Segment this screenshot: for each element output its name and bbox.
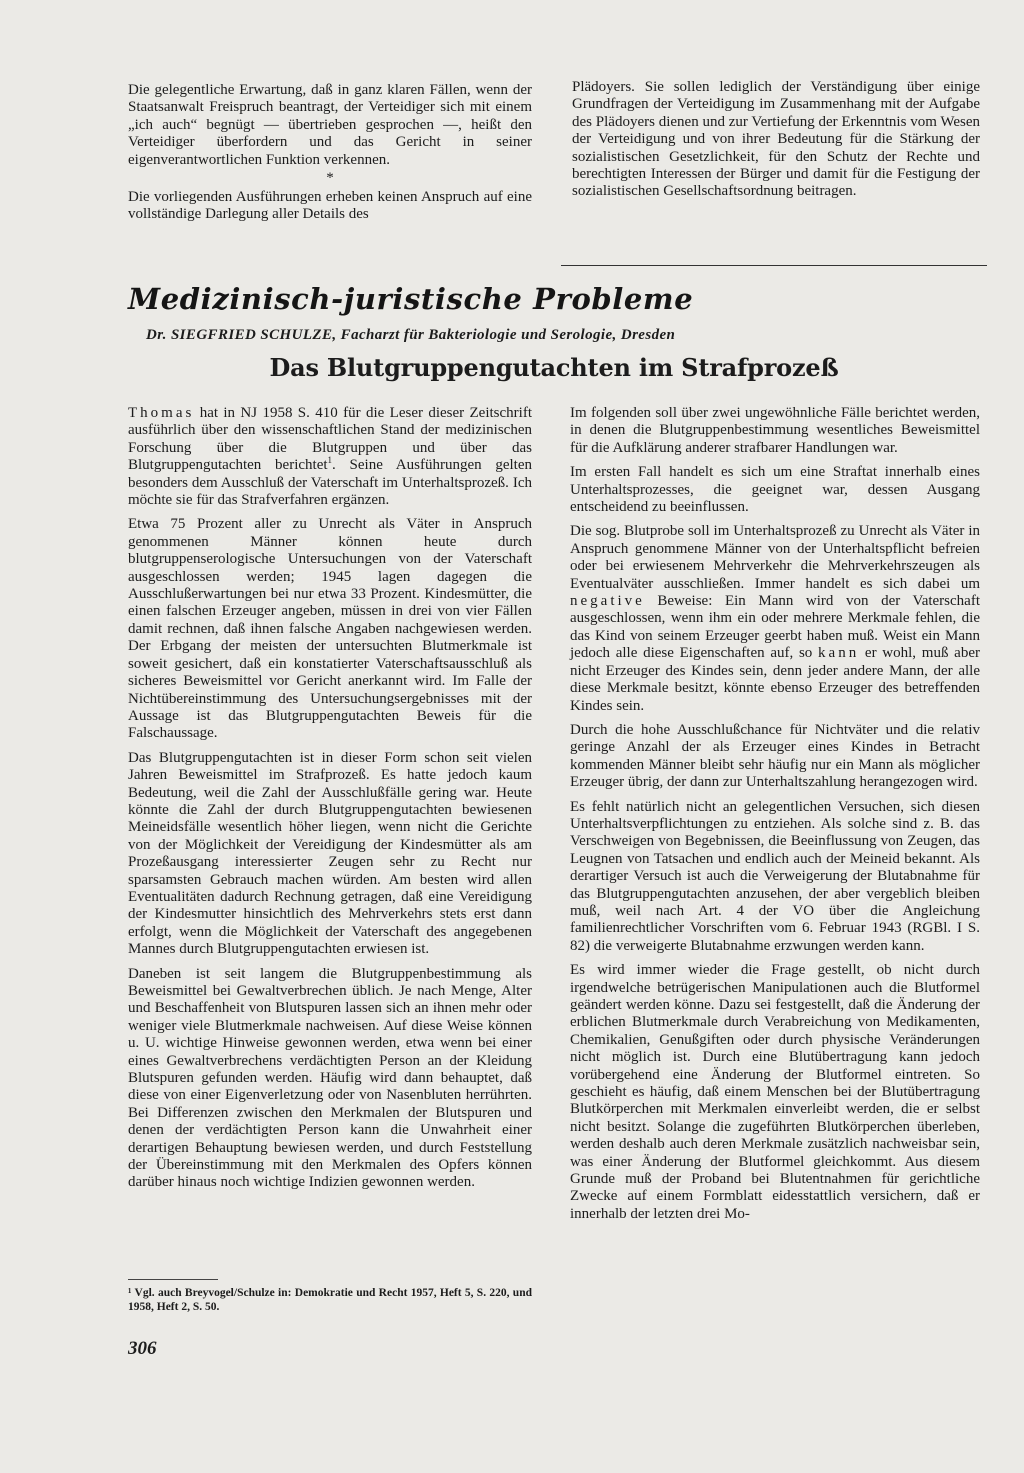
page-number: 306 [128,1338,157,1359]
paragraph: Im folgenden soll über zwei ungewöhnliche Fälle berichtet werden, in denen die Blutgruppenbestimmung wesentliches Beweismittel für die Aufklärung anderer strafbarer Handlungen war. [570,405,980,456]
author-name: Thomas [128,405,195,421]
top-left-column [128,82,532,231]
section-divider [561,265,987,266]
top-right-column [572,79,980,208]
paragraph: Durch die hohe Ausschlußchance für Nichtväter und die relativ geringe Anzahl der als Erzeuger eines Kindes in Betracht kommenden Männer bleibt sehr häufig nur ein Mann als möglicher Erzeuger übrig, der dann zur Unterhaltszahlung herangezogen wird. [570,721,980,791]
article-right-column [570,405,980,1230]
paragraph: Im ersten Fall handelt es sich um eine Straftat innerhalb eines Unterhaltsprozesses, die geeignet war, dessen Ausgang entscheidend zu beeinflussen. [570,464,980,516]
paragraph: Die vorliegenden Ausführungen erheben keinen Anspruch auf eine vollständige Darlegung aller Details des [128,189,532,223]
paragraph: Es wird immer wieder die Frage gestellt, ob nicht durch irgendwelche betrügerischen Manipulationen auch die Blutformel geändert werden könne. Dazu sei festgestellt, daß die Änderung der erblichen Blutmerkmale durch Verabreichung von Medikamenten, Chemikalien, Genußgiften oder durch physische Veränderungen nicht möglich ist. Durch eine Blutübertragung kann jedoch vorübergehend eine Änderung der Blutformel eintreten. So geschieht es häufig, daß einem Menschen bei der Blutübertragung Blutkörperchen mit Merkmalen einverleibt werden, die er selbst nicht besitzt. Solange die zugeführten Blutkörperchen überleben, werden deshalb auch deren Merkmale zusätzlich nachweisbar sein, was einer Änderung der Blutformel gleichkommt. Aus diesem Grunde muß der Proband bei Blutentnahmen für gerichtliche Zwecke auf einem Formblatt eidesstattlich versichern, daß er innerhalb der letzten drei Mo- [570,962,980,1222]
section-separator: * [326,170,334,187]
paragraph: Das Blutgruppengutachten ist in dieser Form schon seit vielen Jahren Beweismittel im Strafprozeß. Es hatte jedoch kaum Bedeutung, weil die Zahl der Ausschlußfälle gering war. Heute könnte die Zahl der durch Blutgruppengutachten bewiesenen Meineidsfälle wesentlich höher liegen, wenn nicht die Gerichte von der Möglichkeit der Vereidigung der Kindesmütter als am Prozeßausgang interessierter Zeugen sehr zu Recht nur sparsamsten Gebrauch machen würden. Am besten wird allen Eventualitäten dadurch Rechnung getragen, daß eine Vereidigung der Kindesmutter hinsichtlich des Mehrverkehrs stets erst dann erfolgt, wenn die Möglichkeit der Vaterschaft des angegebenen Mannes durch Blutgruppengutachten erwiesen ist. [128,749,532,958]
paragraph: Plädoyers. Sie sollen lediglich der Verständigung über einige Grundfragen der Verteidigung im Zusammenhang mit der Aufgabe des Plädoyers dienen und zur Vertiefung der Erkenntnis vom Wesen der Verteidigung und von ihrer Bedeutung für die Stärkung der sozialistischen Gesetzlichkeit, für den Schutz der Rechte und berechtigten Interessen der Bürger und damit für die Festigung der sozialistischen Gesellschaftsordnung beitragen. [572,79,980,200]
footnote: ¹ Vgl. auch Breyvogel/Schulze in: Demokratie und Recht 1957, Heft 5, S. 220, und 1958, Heft 2, S. 50. [128,1287,532,1314]
author-byline: Dr. SIEGFRIED SCHULZE, Facharzt für Bakteriologie und Serologie, Dresden [146,327,676,343]
paragraph: Thomas hat in NJ 1958 S. 410 für die Leser dieser Zeitschrift ausführlich über den wissenschaftlichen Stand der medizinischen Forschung über die Blutgruppen und über das Blutgruppengutachten berichtet$^1$. Seine Ausführungen gelten besonders dem Ausschluß der Vaterschaft im Unterhaltsprozeß. Ich möchte sie für das Strafverfahren ergänzen. [128,405,532,509]
paragraph: Daneben ist seit langem die Blutgruppenbestimmung als Beweismittel bei Gewaltverbrechen üblich. Je nach Menge, Alter und Beschaffenheit von Blutspuren lassen sich an ihnen mehr oder weniger viele Blutmerkmale nachweisen. Auf diese Weise können u. U. wichtige Hinweise gewonnen werden, etwa wenn bei einer eines Gewaltverbrechens verdächtigten Person an der Kleidung Blutspuren gefunden werden. Häufig wird dann behauptet, daß diese von einer Eigenverletzung oder von Nasenbluten herrührten. Bei Differenzen zwischen den Merkmalen der Blutspuren und denen der verdächtigten Person kann die Unwahrheit einer derartigen Behauptung bewiesen werden, und durch Feststellung der Übereinstimmung mit den Merkmalen des Opfers können darüber hinaus noch wichtige Indizien gewonnen werden. [128,965,532,1191]
article-title: Das Blutgruppengutachten im Strafprozeß [269,353,839,382]
footnote-reference: 1 [327,455,333,466]
emphasis: negative [570,593,645,610]
paragraph: Etwa 75 Prozent aller zu Unrecht als Väter in Anspruch genommenen Männer können heute durch blutgruppenserologische Untersuchungen von der Vaterschaft ausgeschlossen werden; 1945 lagen dagegen die Ausschlußerwartungen bei nur etwa 33 Prozent. Kindesmütter, die einen falschen Erzeuger angeben, müssen in drei von vier Fällen damit rechnen, daß ihnen falsche Angaben nachgewiesen werden. Der Erbgang der meisten der untersuchten Blutmerkmale ist soweit gesichert, daß ein konstatierter Vaterschaftsausschluß als sicheres Beweismittel vor Gericht anerkannt wird. Im Falle der Nichtübereinstimmung des Untersuchungsergebnisses mit der Aussage ist das Blutgruppengutachten Beweis für die Falschaussage. [128,516,532,742]
paragraph: Es fehlt natürlich nicht an gelegentlichen Versuchen, sich diesen Unterhaltsverpflichtungen zu entziehen. Als solche sind z. B. das Verschweigen von Begebnissen, die Beeinflussung von Zeugen, das Leugnen von Tatsachen und endlich auch der Meineid bekannt. Als derartiger Versuch ist auch die Verweigerung der Blutabnahme für das Blutgruppengutachten anzusehen, der aber vergeblich bleiben muß, weil nach Art. 4 der VO über die Angleichung familienrechtlicher Vorschriften vom 6. Februar 1943 (RGBl. I S. 82) die verweigerte Blutabnahme erzwungen werden kann. [570,798,980,954]
footnote-divider [128,1279,218,1280]
paragraph: Die sog. Blutprobe soll im Unterhaltsprozeß zu Unrecht als Väter in Anspruch genommene Männer von der Unterhaltspflicht befreien oder bei erwiesenem Mehrverkehr die Mehrverkehrszeugen als Eventualväter ausschließen. Immer handelt es sich dabei um negative Beweise: Ein Mann wird von der Vaterschaft ausgeschlossen, wenn ihm ein oder mehrere Merkmale fehlen, die das Kind von seinem Erzeuger geerbt haben muß. Weist ein Mann jedoch alle diese Eigenschaften auf, so kann er wohl, muß aber nicht Erzeuger des Kindes sein, denn jeder andere Mann, der alle diese Merkmale besitzt, könnte ebenso Erzeuger des betreffenden Kindes sein. [570,523,980,714]
section-title: Medizinisch-juristische Probleme [128,282,694,316]
emphasis: kann [818,645,860,662]
paragraph: Die gelegentliche Erwartung, daß in ganz klaren Fällen, wenn der Staatsanwalt Freispruch beantragt, der Verteidiger sich mit einem „ich auch“ begnügt — übertrieben gesprochen —, heißt den Verteidiger überfordern und das Gericht in seiner eigenverantwortlichen Funktion verkennen. [128,82,532,168]
article-left-column [128,405,532,1199]
